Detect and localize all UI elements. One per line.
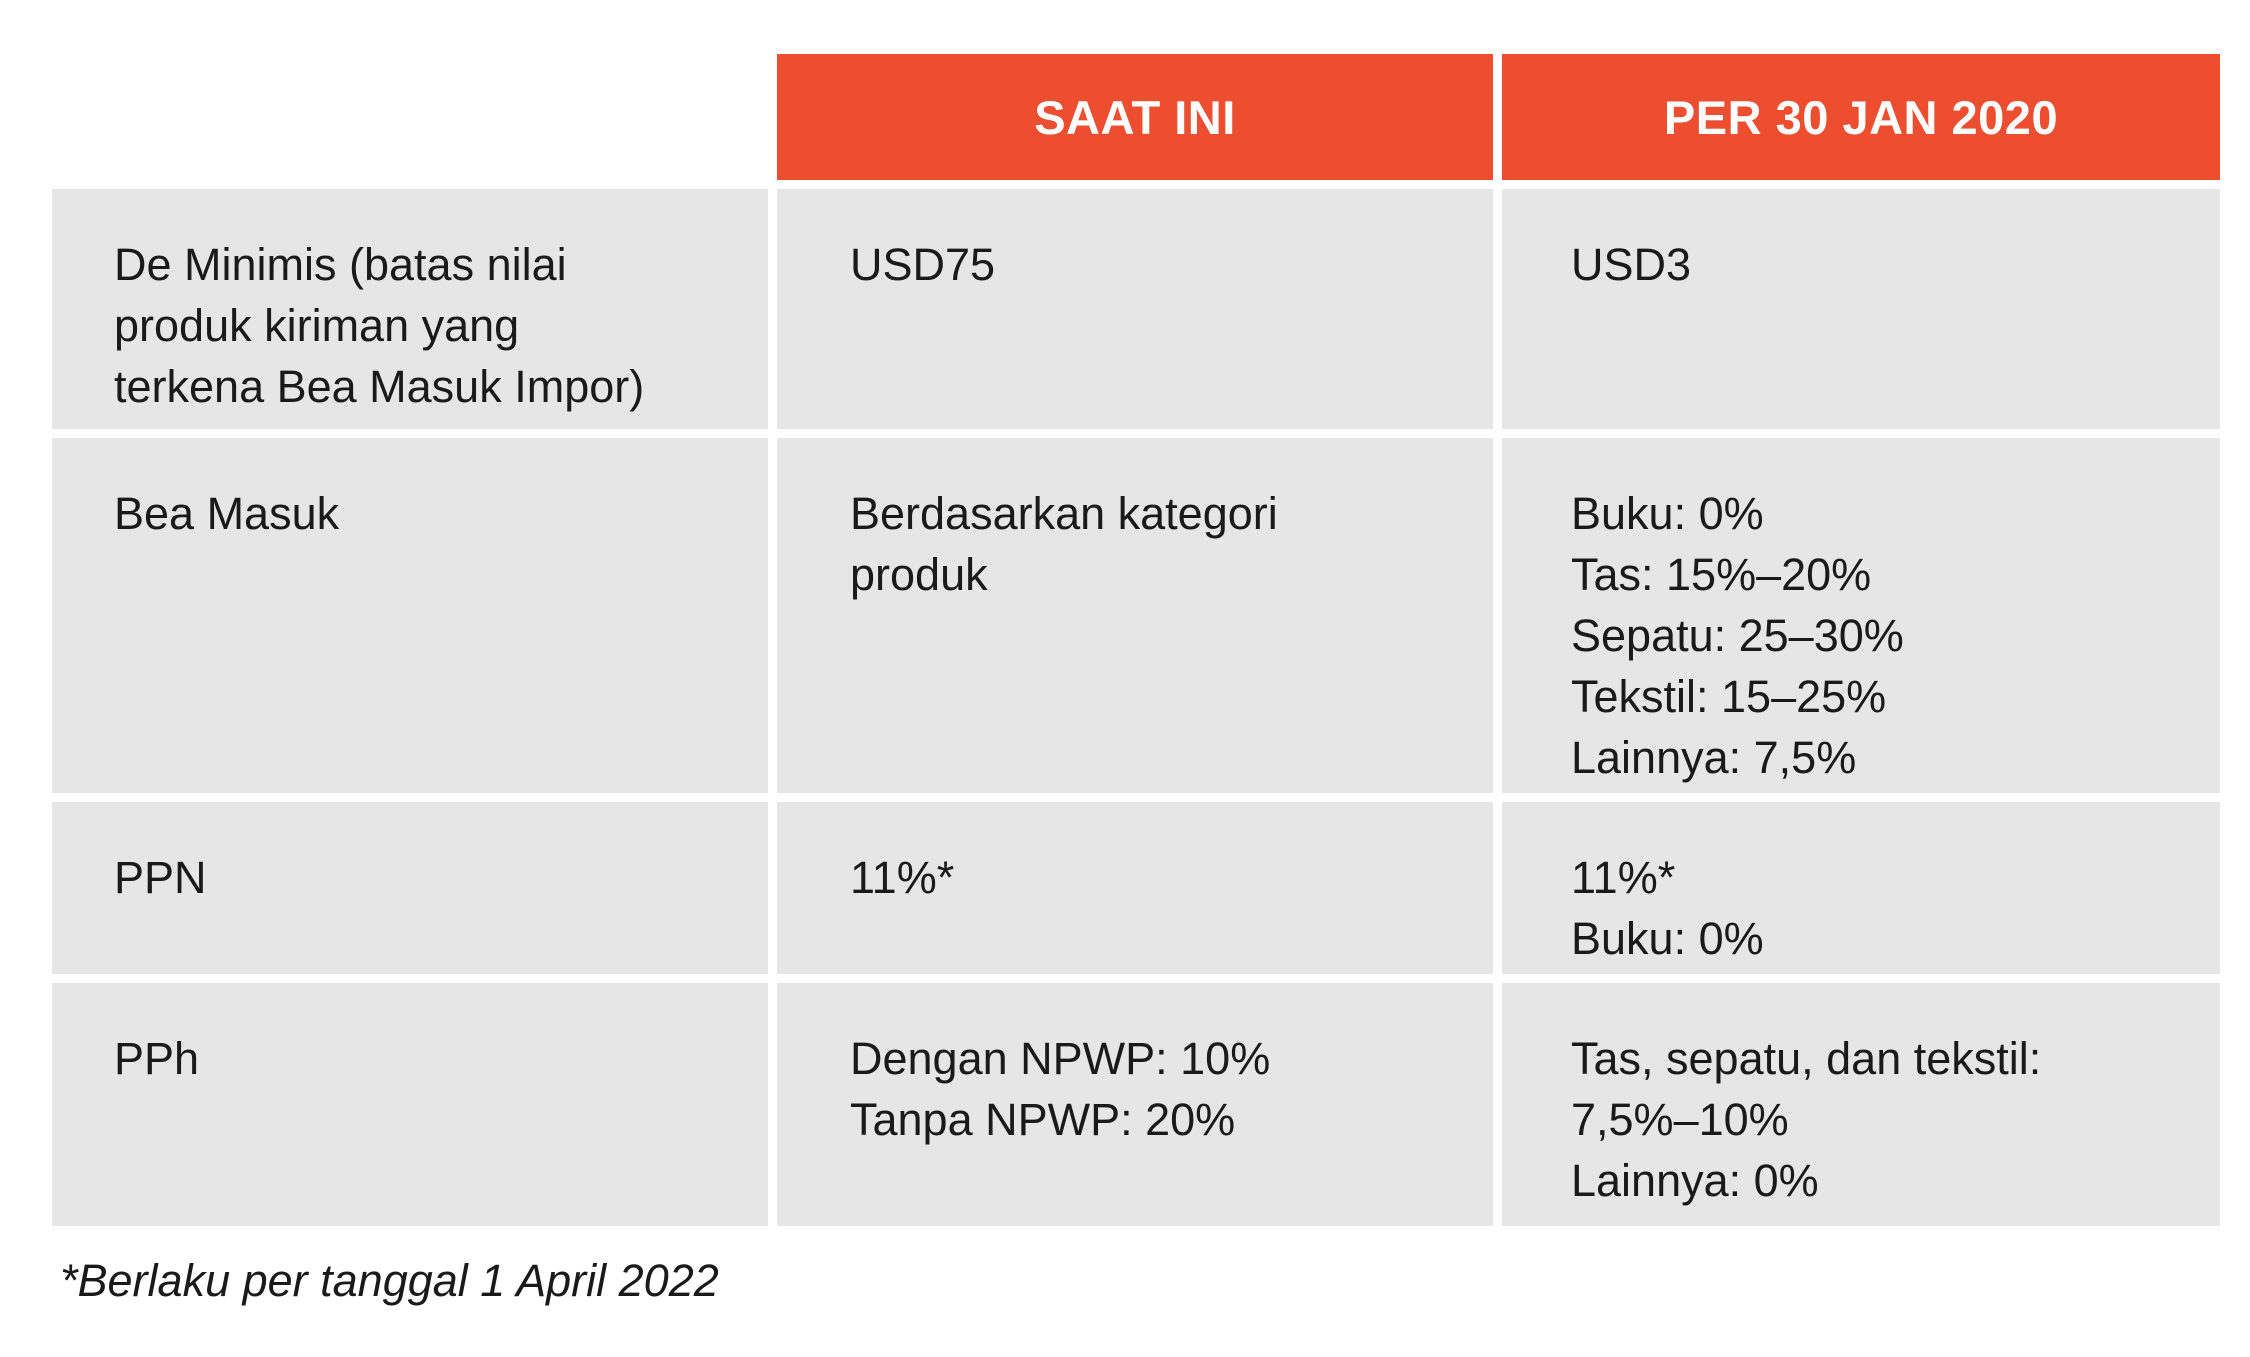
row-new-pph: Tas, sepatu, dan tekstil: 7,5%–10% Lainnya: 0% (1502, 983, 2220, 1226)
header-blank-cell (52, 54, 768, 180)
row-label-bea-masuk: Bea Masuk (52, 438, 768, 793)
row-new-ppn: 11%* Buku: 0% (1502, 802, 2220, 974)
header-current: SAAT INI (777, 54, 1493, 180)
row-label-de-minimis: De Minimis (batas nilai produk kiriman yang terkena Bea Masuk Impor) (52, 189, 768, 429)
row-current-ppn: 11%* (777, 802, 1493, 974)
row-new-bea-masuk: Buku: 0% Tas: 15%–20% Sepatu: 25–30% Tekstil: 15–25% Lainnya: 7,5% (1502, 438, 2220, 793)
comparison-table (52, 54, 2207, 1226)
header-new: PER 30 JAN 2020 (1502, 54, 2220, 180)
row-new-de-minimis: USD3 (1502, 189, 2220, 429)
row-current-de-minimis: USD75 (777, 189, 1493, 429)
table-grid (52, 54, 2207, 1226)
row-label-pph: PPh (52, 983, 768, 1226)
footnote: *Berlaku per tanggal 1 April 2022 (60, 1255, 719, 1306)
row-label-ppn: PPN (52, 802, 768, 974)
row-current-bea-masuk: Berdasarkan kategori produk (777, 438, 1493, 793)
row-current-pph: Dengan NPWP: 10% Tanpa NPWP: 20% (777, 983, 1493, 1226)
